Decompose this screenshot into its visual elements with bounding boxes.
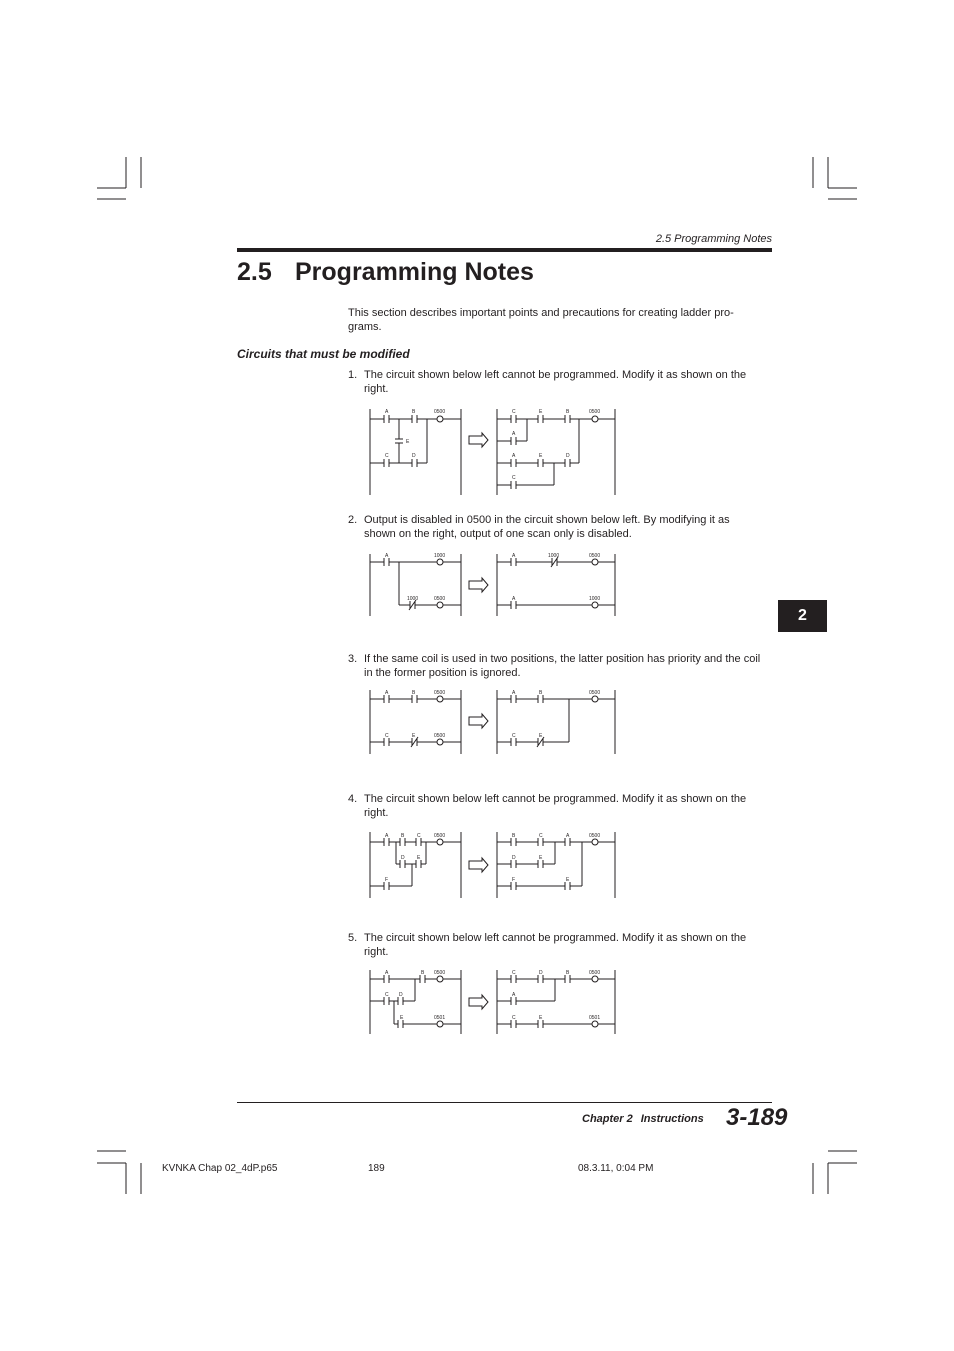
- contact-label: A: [566, 833, 570, 839]
- ladder-diagram-3: [360, 686, 630, 756]
- slug-page: 189: [368, 1163, 385, 1174]
- coil-label: 0500: [434, 690, 446, 696]
- footer-rule: [237, 1102, 772, 1103]
- contact-label: A: [385, 970, 389, 976]
- coil-label: 0500: [434, 970, 446, 976]
- contact-label: B: [401, 833, 405, 839]
- contact-label: C: [512, 1015, 516, 1021]
- contact-label: A: [512, 431, 516, 437]
- item-number: 4.: [348, 793, 358, 805]
- coil-label: 0500: [589, 553, 601, 559]
- contact-label: B: [512, 833, 516, 839]
- coil-label: 1000: [434, 553, 446, 559]
- contact-label: B: [566, 970, 570, 976]
- contact-label: D: [539, 970, 543, 976]
- ladder-diagram-4: [360, 828, 630, 900]
- coil-label: 1000: [589, 596, 601, 602]
- coil-label: 0500: [434, 596, 446, 602]
- contact-label: D: [566, 453, 570, 459]
- item-number: 5.: [348, 932, 358, 944]
- page-number: 3-189: [726, 1104, 788, 1131]
- contact-label: A: [385, 553, 389, 559]
- contact-label: A: [512, 596, 516, 602]
- ladder-diagram-1: [360, 405, 630, 497]
- coil-label: 0500: [589, 690, 601, 696]
- page-title: [237, 258, 534, 287]
- item-number: 2.: [348, 514, 358, 526]
- contact-label: E: [539, 1015, 543, 1021]
- running-head: 2.5 Programming Notes: [655, 233, 772, 245]
- contact-label: B: [412, 690, 416, 696]
- contact-label: E: [539, 453, 543, 459]
- contact-label: C: [512, 409, 516, 415]
- contact-label: D: [512, 855, 516, 861]
- footer-chapter: [582, 1113, 712, 1125]
- coil-label: 0500: [589, 409, 601, 415]
- contact-label: E: [412, 733, 416, 739]
- contact-label: E: [406, 439, 410, 445]
- contact-label: A: [512, 690, 516, 696]
- contact-label: C: [417, 833, 421, 839]
- contact-label: B: [539, 690, 543, 696]
- contact-label: A: [385, 690, 389, 696]
- contact-label: B: [566, 409, 570, 415]
- contact-label: E: [566, 877, 570, 883]
- contact-label: D: [399, 992, 403, 998]
- contact-label: E: [539, 733, 543, 739]
- contact-label: E: [539, 855, 543, 861]
- coil-label: 0500: [589, 970, 601, 976]
- section-title: Programming Notes: [295, 258, 534, 286]
- contact-label: A: [512, 553, 516, 559]
- contact-label: F: [512, 877, 516, 883]
- ladder-diagram-5: [360, 966, 630, 1036]
- contact-label: A: [385, 833, 389, 839]
- subheading: Circuits that must be modified: [237, 347, 410, 361]
- contact-label: B: [421, 970, 425, 976]
- contact-label: A: [512, 453, 516, 459]
- footer-chapter-number: Chapter 2: [582, 1113, 633, 1125]
- coil-label: 0500: [589, 833, 601, 839]
- contact-label: 1000: [548, 553, 560, 559]
- slug-file: KVNKA Chap 02_4dP.p65: [162, 1163, 278, 1174]
- item-text: Output is disabled in 0500 in the circuit shown below left. By modifying it as shown on the right, output of one scan only is disabled.: [364, 514, 730, 540]
- contact-label: E: [539, 409, 543, 415]
- coil-label: 0501: [589, 1015, 601, 1021]
- item-text: The circuit shown below left cannot be programmed. Modify it as shown on the right.: [364, 369, 747, 395]
- item-text: If the same coil is used in two positions, the latter position has priority and the coil in the former position is ignored.: [364, 653, 761, 679]
- contact-label: F: [385, 877, 389, 883]
- contact-label: D: [401, 855, 405, 861]
- coil-label: 0500: [434, 833, 446, 839]
- contact-label: C: [512, 475, 516, 481]
- slug-date: 08.3.11, 0:04 PM: [578, 1163, 654, 1174]
- footer-chapter-label: Instructions: [640, 1113, 704, 1125]
- item-text: The circuit shown below left cannot be programmed. Modify it as shown on the right.: [364, 932, 747, 958]
- item-number: 3.: [348, 653, 358, 665]
- contact-label: B: [412, 409, 416, 415]
- header-rule: [237, 248, 772, 252]
- contact-label: C: [512, 733, 516, 739]
- intro-paragraph: This section describes important points and precautions for creating ladder pro- grams.: [348, 307, 734, 333]
- contact-label: E: [400, 1015, 404, 1021]
- coil-label: 0501: [434, 1015, 446, 1021]
- ladder-diagram-2: [360, 550, 630, 618]
- chapter-thumb-tab: 2: [778, 600, 827, 632]
- contact-label: C: [385, 733, 389, 739]
- contact-label: C: [512, 970, 516, 976]
- item-number: 1.: [348, 369, 358, 381]
- contact-label: C: [385, 992, 389, 998]
- item-text: The circuit shown below left cannot be programmed. Modify it as shown on the right.: [364, 793, 747, 819]
- contact-label: A: [512, 992, 516, 998]
- contact-label: C: [385, 453, 389, 459]
- contact-label: C: [539, 833, 543, 839]
- coil-label: 0500: [434, 409, 446, 415]
- contact-label: D: [412, 453, 416, 459]
- section-number: 2.5: [237, 258, 272, 286]
- contact-label: A: [385, 409, 389, 415]
- contact-label: E: [417, 855, 421, 861]
- contact-label: 1000: [407, 596, 419, 602]
- coil-label: 0500: [434, 733, 446, 739]
